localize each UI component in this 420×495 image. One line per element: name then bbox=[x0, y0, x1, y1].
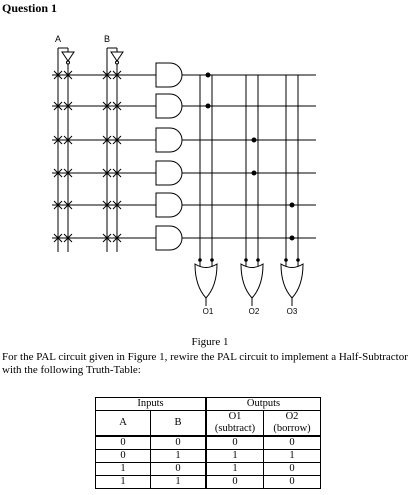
wire-node bbox=[297, 259, 300, 262]
cell-a: 1 bbox=[96, 476, 151, 489]
or-gate-icon bbox=[241, 264, 263, 298]
table-row bbox=[96, 463, 321, 476]
header-o2-label: O2 bbox=[285, 411, 299, 422]
cell-o2: 0 bbox=[264, 436, 321, 450]
table-row bbox=[96, 436, 321, 450]
output-label-o3: O3 bbox=[286, 307, 298, 316]
table-row bbox=[96, 476, 321, 489]
connection-dot bbox=[290, 236, 294, 240]
input-label-b: B bbox=[103, 34, 111, 44]
or-gate-icon bbox=[195, 264, 217, 298]
cell-b: 1 bbox=[151, 450, 207, 463]
cell-o2: 0 bbox=[264, 476, 321, 489]
header-o1 bbox=[206, 411, 264, 437]
and-gate-icon bbox=[156, 94, 182, 118]
input-buffer-a-icon bbox=[62, 52, 74, 61]
connection-dot bbox=[252, 171, 256, 175]
cell-b: 0 bbox=[151, 463, 207, 476]
header-o1-label: O1 bbox=[228, 411, 242, 422]
cell-o1: 0 bbox=[206, 476, 264, 489]
figure-caption: Figure 1 bbox=[191, 336, 229, 348]
or-gate-icon bbox=[281, 264, 303, 298]
cell-o2: 0 bbox=[264, 463, 321, 476]
truth-table bbox=[95, 397, 321, 489]
inverter-bubble-a-icon bbox=[67, 61, 70, 64]
header-a: A bbox=[96, 411, 151, 437]
input-buffer-b-icon bbox=[111, 52, 123, 61]
connection-dot bbox=[252, 138, 256, 142]
header-o2 bbox=[264, 411, 321, 437]
header-outputs: Outputs bbox=[206, 398, 321, 411]
inverter-bubble-b-icon bbox=[116, 61, 119, 64]
cell-o1: 1 bbox=[206, 463, 264, 476]
cell-a: 1 bbox=[96, 463, 151, 476]
cell-b: 1 bbox=[151, 476, 207, 489]
input-label-a: A bbox=[54, 34, 62, 44]
instruction-text: For the PAL circuit given in Figure 1, rewire the PAL circuit to implement a Half-Subtractor with the following Truth-Table: bbox=[2, 351, 408, 376]
output-label-o1: O1 bbox=[202, 307, 214, 316]
and-gate-icon bbox=[156, 226, 182, 250]
cell-o2: 1 bbox=[264, 450, 321, 463]
cell-o1: 0 bbox=[206, 436, 264, 450]
wire-node bbox=[211, 259, 214, 262]
cell-b: 0 bbox=[151, 436, 207, 450]
cell-a: 0 bbox=[96, 450, 151, 463]
header-b: B bbox=[151, 411, 207, 437]
and-gate-icon bbox=[156, 193, 182, 217]
connection-dot bbox=[290, 203, 294, 207]
and-gate-icon bbox=[156, 63, 182, 87]
and-gate-icon bbox=[156, 161, 182, 185]
header-inputs: Inputs bbox=[96, 398, 207, 411]
table-row bbox=[96, 450, 321, 463]
cell-a: 0 bbox=[96, 436, 151, 450]
header-o1-sub: (subtract) bbox=[214, 423, 256, 434]
connection-dot bbox=[206, 104, 210, 108]
output-label-o2: O2 bbox=[248, 307, 260, 316]
connection-dot bbox=[206, 73, 210, 77]
wire-node bbox=[199, 259, 202, 262]
question-title: Question 1 bbox=[2, 1, 58, 15]
and-gate-icon bbox=[156, 128, 182, 152]
header-o2-sub: (borrow) bbox=[273, 423, 311, 434]
wire-node bbox=[245, 259, 248, 262]
wire-node bbox=[257, 259, 260, 262]
cell-o1: 1 bbox=[206, 450, 264, 463]
wire-node bbox=[285, 259, 288, 262]
